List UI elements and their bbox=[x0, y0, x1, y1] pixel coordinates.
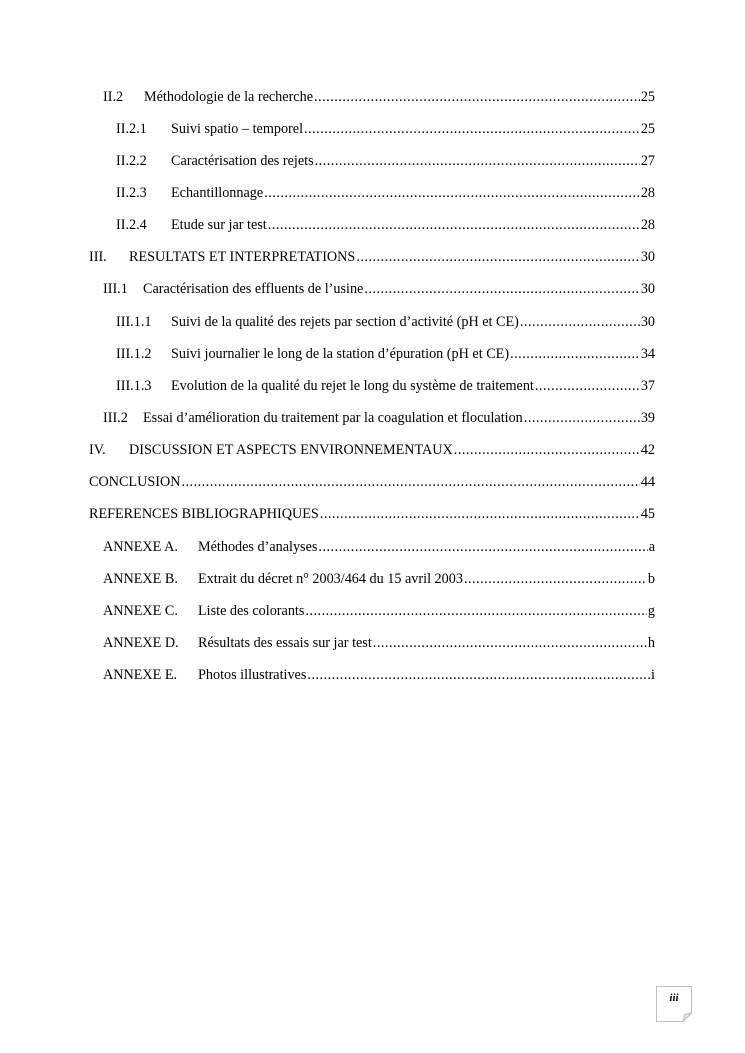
toc-entry-title: Suivi de la qualité des rejets par section d’activité (pH et CE) bbox=[171, 314, 519, 330]
toc-entry-title: Evolution de la qualité du rejet le long du système de traitement bbox=[171, 378, 534, 394]
toc-entry-number: II.2.3 bbox=[116, 185, 147, 201]
toc-leader-dots bbox=[314, 87, 640, 107]
toc-entry-title: Echantillonnage bbox=[171, 185, 264, 201]
toc-entry-page: 25 bbox=[640, 121, 655, 137]
toc-entry[interactable] bbox=[103, 569, 655, 589]
toc-entry-page: b bbox=[647, 571, 655, 587]
toc-entry[interactable] bbox=[89, 504, 655, 524]
toc-entry-page: a bbox=[648, 539, 655, 555]
page-number: iii bbox=[669, 992, 679, 1004]
toc-entry-title: RESULTATS ET INTERPRETATIONS bbox=[129, 249, 356, 265]
toc-entry-page: 45 bbox=[640, 506, 655, 522]
toc-entry-number: II.2.1 bbox=[116, 121, 147, 137]
toc-leader-dots bbox=[535, 376, 640, 396]
toc-entry[interactable] bbox=[116, 151, 655, 171]
toc-entry-title: Suivi journalier le long de la station d’épuration (pH et CE) bbox=[171, 346, 510, 362]
toc-leader-dots bbox=[264, 183, 640, 203]
toc-entry-page: 39 bbox=[640, 410, 655, 426]
toc-entry-page: 30 bbox=[640, 281, 655, 297]
toc-entry-page: 30 bbox=[640, 249, 655, 265]
toc-entry[interactable] bbox=[89, 440, 655, 460]
toc-entry[interactable] bbox=[103, 665, 655, 685]
toc-leader-dots bbox=[305, 601, 647, 621]
toc-leader-dots bbox=[181, 472, 639, 492]
toc-entry[interactable] bbox=[116, 215, 655, 235]
toc-leader-dots bbox=[356, 247, 639, 267]
toc-leader-dots bbox=[307, 665, 650, 685]
toc-entry-page: 34 bbox=[640, 346, 655, 362]
toc-entry-title: Caractérisation des effluents de l’usine bbox=[143, 281, 364, 297]
toc-entry-title: REFERENCES BIBLIOGRAPHIQUES bbox=[89, 506, 319, 522]
toc-entry-number: II.2.4 bbox=[116, 217, 147, 233]
toc-entry-number: III.1 bbox=[103, 281, 128, 297]
toc-entry-title: Méthodologie de la recherche bbox=[144, 89, 313, 105]
toc-entry-title: CONCLUSION bbox=[89, 474, 181, 490]
toc-entry-page: 28 bbox=[640, 185, 655, 201]
toc-entry-page: g bbox=[647, 603, 655, 619]
toc-entry-number: ANNEXE A. bbox=[103, 539, 178, 555]
toc-entry-number: III.2 bbox=[103, 410, 128, 426]
toc-leader-dots bbox=[320, 504, 640, 524]
toc-entry-page: 30 bbox=[640, 314, 655, 330]
toc-entry-number: III.1.3 bbox=[116, 378, 152, 394]
toc-entry[interactable] bbox=[103, 601, 655, 621]
toc-entry-page: 28 bbox=[640, 217, 655, 233]
toc-leader-dots bbox=[304, 119, 640, 139]
toc-entry-number: II.2 bbox=[103, 89, 124, 105]
toc-entry[interactable] bbox=[103, 537, 655, 557]
page-number-box bbox=[656, 986, 692, 1022]
toc-entry-page: 44 bbox=[640, 474, 655, 490]
toc-entry-title: Extrait du décret n° 2003/464 du 15 avril 2003 bbox=[198, 571, 463, 587]
toc-leader-dots bbox=[268, 215, 640, 235]
toc-entry-page: 37 bbox=[640, 378, 655, 394]
toc-leader-dots bbox=[318, 537, 647, 557]
toc-entry-number: III. bbox=[89, 249, 107, 265]
toc-entry-title: Etude sur jar test bbox=[171, 217, 267, 233]
toc-entry[interactable] bbox=[103, 633, 655, 653]
toc-entry-number: IV. bbox=[89, 442, 106, 458]
toc-entry-number: III.1.2 bbox=[116, 346, 152, 362]
toc-entry[interactable] bbox=[103, 408, 655, 428]
toc-entry[interactable] bbox=[116, 376, 655, 396]
toc-entry-page: h bbox=[647, 635, 655, 651]
toc-entry[interactable] bbox=[89, 247, 655, 267]
toc-entry[interactable] bbox=[89, 472, 655, 492]
toc-entry[interactable] bbox=[116, 344, 655, 364]
toc-entry-number: ANNEXE C. bbox=[103, 603, 178, 619]
toc-entry-title: Caractérisation des rejets bbox=[171, 153, 314, 169]
toc-entry-title: Photos illustratives bbox=[198, 667, 307, 683]
toc-leader-dots bbox=[315, 151, 640, 171]
toc-leader-dots bbox=[364, 279, 639, 299]
toc-entry-title: Essai d’amélioration du traitement par la coagulation et floculation bbox=[143, 410, 523, 426]
toc-entry-title: Liste des colorants bbox=[198, 603, 305, 619]
toc-entry[interactable] bbox=[116, 312, 655, 332]
toc-entry-number: III.1.1 bbox=[116, 314, 152, 330]
toc-entry-number: ANNEXE B. bbox=[103, 571, 178, 587]
toc-entry-page: i bbox=[651, 667, 655, 683]
toc-leader-dots bbox=[524, 408, 640, 428]
toc-entry-title: Méthodes d’analyses bbox=[198, 539, 318, 555]
toc-entry-title: Résultats des essais sur jar test bbox=[198, 635, 372, 651]
toc-entry-number: ANNEXE E. bbox=[103, 667, 178, 683]
toc-leader-dots bbox=[373, 633, 647, 653]
toc-leader-dots bbox=[520, 312, 640, 332]
toc-entry-title: DISCUSSION ET ASPECTS ENVIRONNEMENTAUX bbox=[129, 442, 453, 458]
toc-entry-page: 42 bbox=[640, 442, 655, 458]
toc-entry[interactable] bbox=[103, 279, 655, 299]
toc-entry-number: II.2.2 bbox=[116, 153, 147, 169]
toc-entry[interactable] bbox=[116, 119, 655, 139]
toc-entry[interactable] bbox=[116, 183, 655, 203]
toc-entry-title: Suivi spatio – temporel bbox=[171, 121, 304, 137]
toc-leader-dots bbox=[510, 344, 640, 364]
toc-leader-dots bbox=[464, 569, 647, 589]
toc-entry-page: 25 bbox=[640, 89, 655, 105]
toc-entry-page: 27 bbox=[640, 153, 655, 169]
toc-entry[interactable] bbox=[103, 87, 655, 107]
toc-entry-number: ANNEXE D. bbox=[103, 635, 179, 651]
toc-leader-dots bbox=[454, 440, 640, 460]
